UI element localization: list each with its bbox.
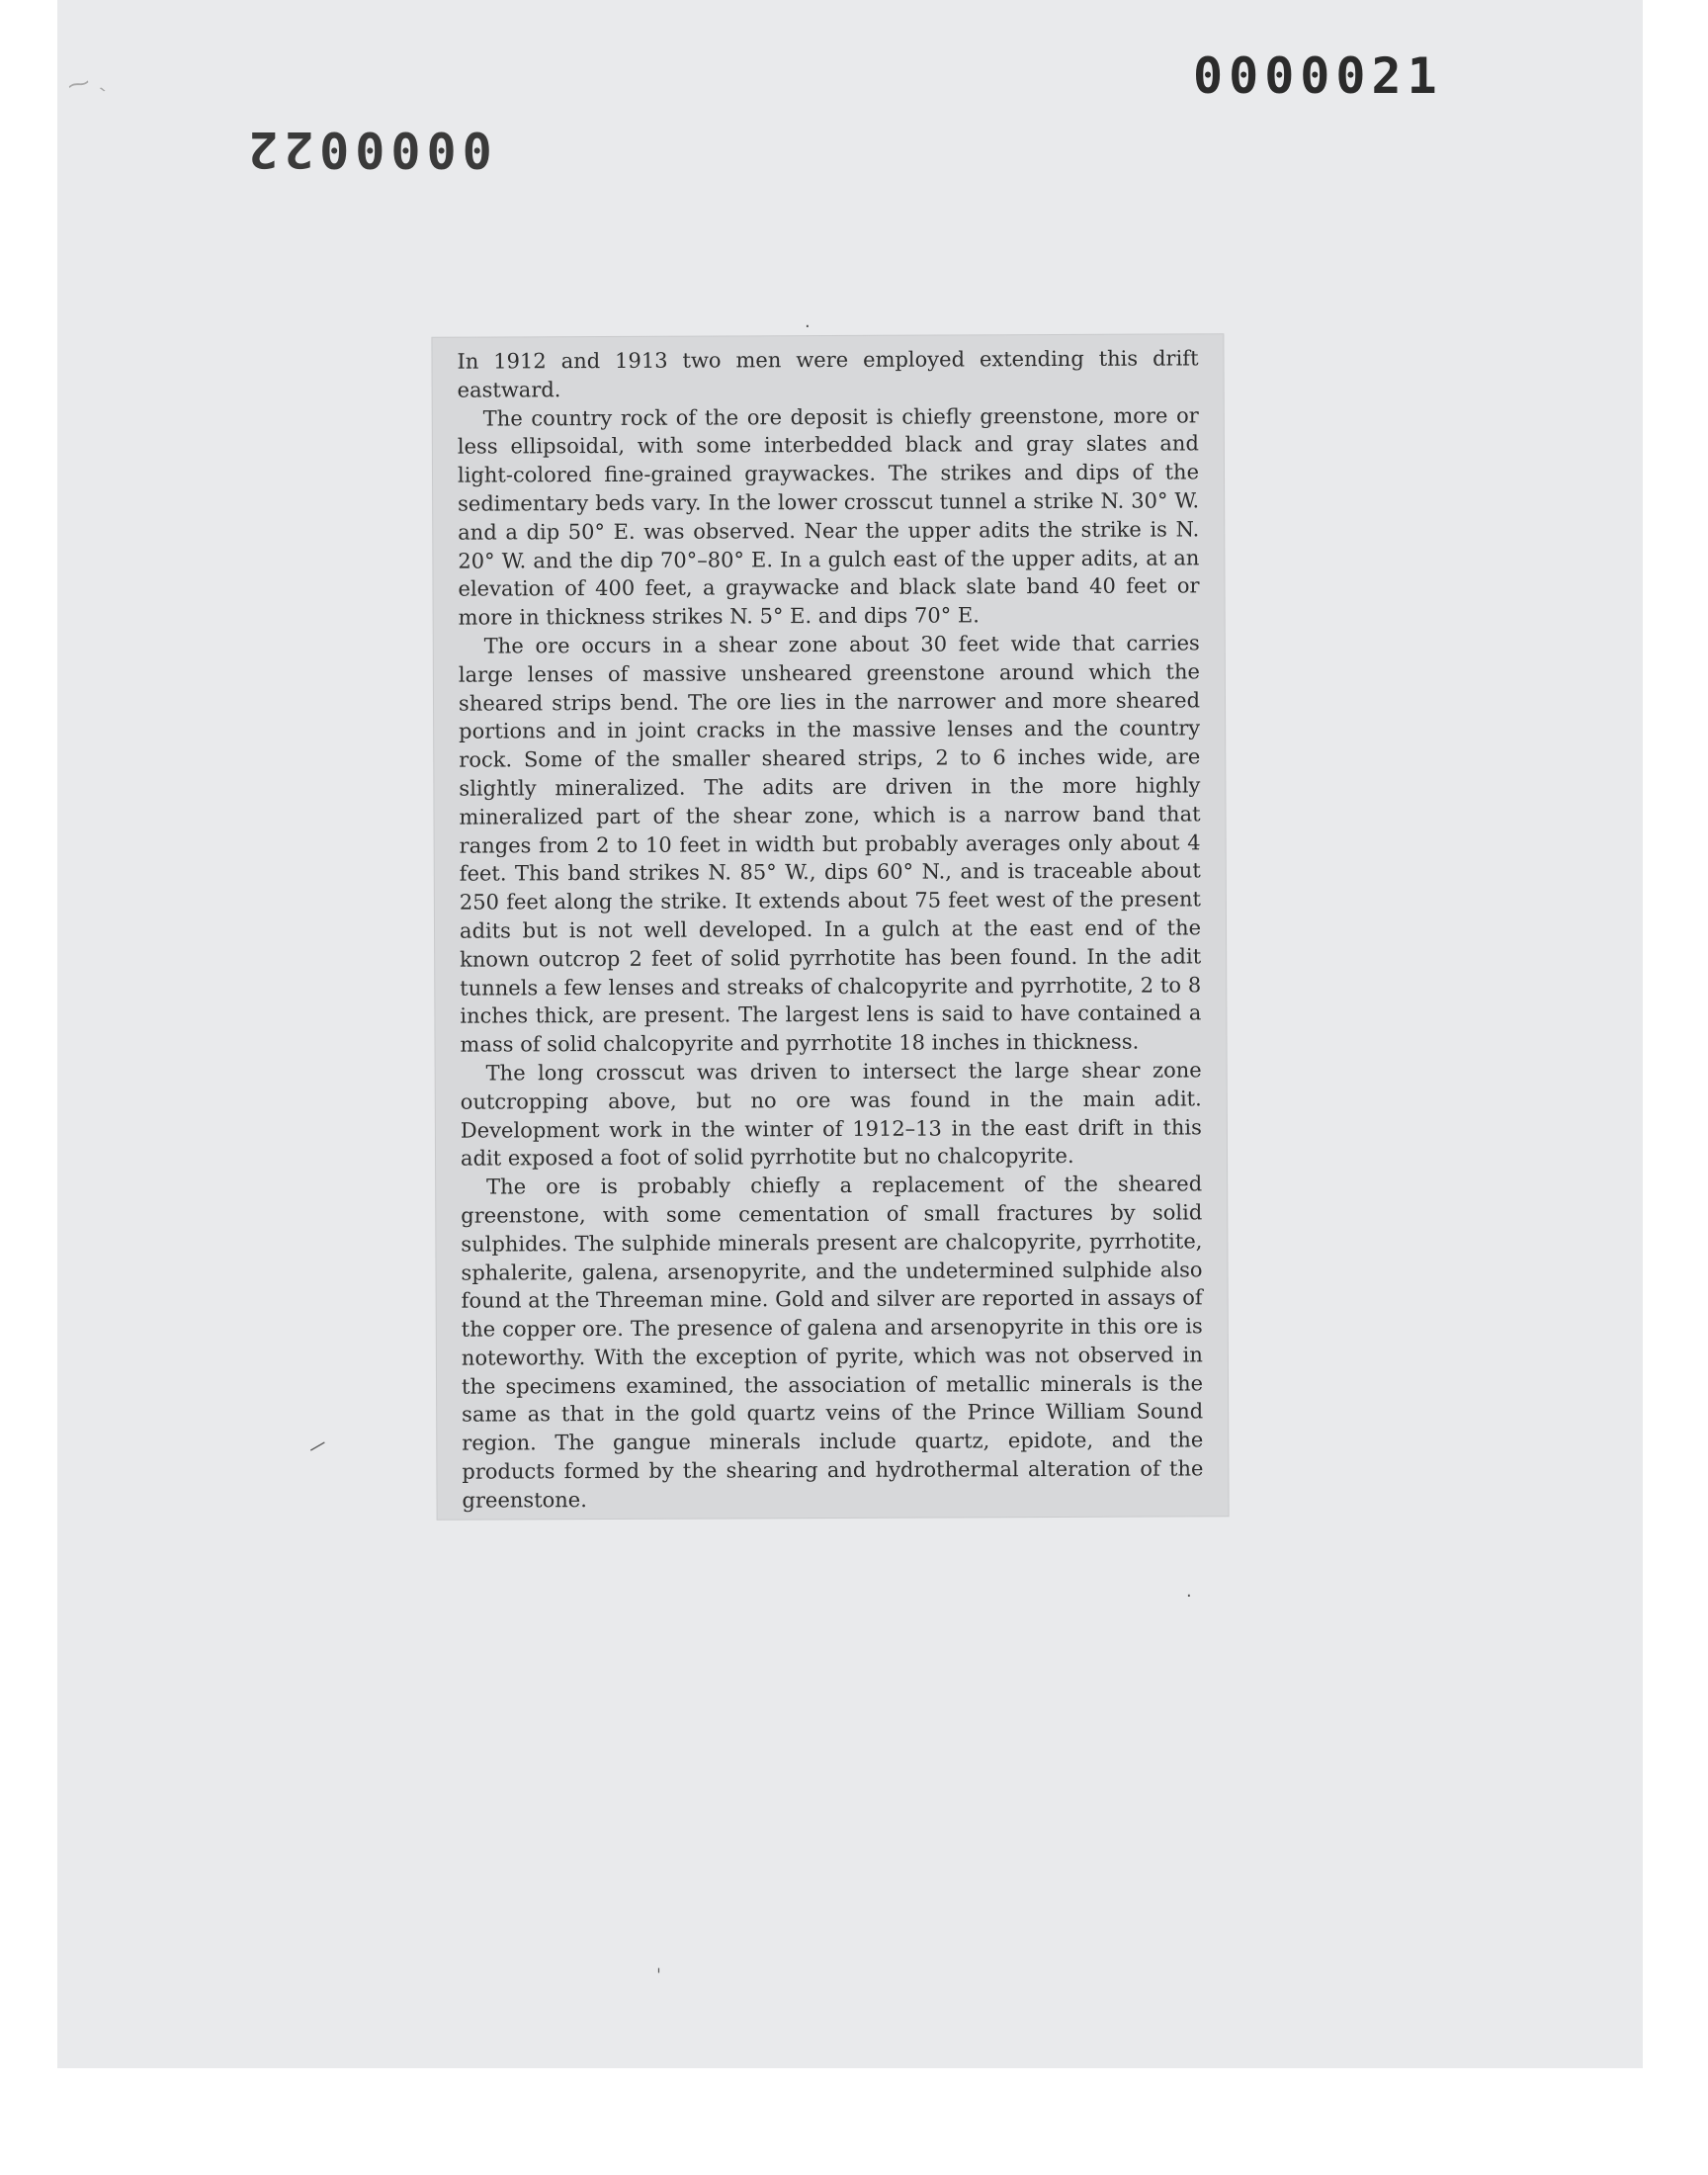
mirrored-page-stamp-number: 0000022 bbox=[242, 121, 492, 178]
article-body bbox=[457, 344, 1203, 1515]
speck-mark-icon: · bbox=[805, 316, 811, 337]
speck-mark-icon: ˈ bbox=[656, 1965, 661, 1986]
speck-mark-icon: · bbox=[1186, 1586, 1192, 1607]
article-clipping bbox=[432, 334, 1228, 1519]
paragraph-1: In 1912 and 1913 two men were employed extending this drift eastward. bbox=[457, 346, 1199, 402]
page-stamp-number: 0000021 bbox=[1193, 47, 1443, 105]
paragraph-2: The country rock of the ore deposit is chiefly greenstone, more or less ellipsoidal, with some interbedded black and gray slates and light-colored fine-grained graywackes. The strikes and dips of the sedimentary beds vary. In the lower crosscut tunnel a strike N. 30° W. and a dip 50° E. was observed. Near the upper adits the strike is N. 20° W. and the dip 70°–80° E. In a gulch east of the upper adits, at an elevation of 400 feet, a graywacke and black slate band 40 feet or more in thickness strikes N. 5° E. and dips 70° E. bbox=[457, 402, 1200, 630]
paragraph-3: The ore occurs in a shear zone about 30 feet wide that carries large lenses of massive unsheared greenstone around which the sheared strips bend. The ore lies in the narrower and more sheared portions and in joint cracks in the massive lenses and the country rock. Some of the smaller sheared strips, 2 to 6 inches wide, are slightly mineralized. The adits are driven in the more highly mineralized part of the shear zone, which is a narrow band that ranges from 2 to 10 feet in width but probably averages only about 4 feet. This band strikes N. 85° W., dips 60° N., and is traceable about 250 feet along the strike. It extends about 75 feet west of the present adits but is not well developed. In a gulch at the east end of the known outcrop 2 feet of solid pyrrhotite has been found. In the adit tunnels a few lenses and streaks of chalcopyrite and pyrrhotite, 2 to 8 inches thick, are present. The largest lens is said to have contained a mass of solid chalcopyrite and pyrrhotite 18 inches in thickness. bbox=[458, 631, 1202, 1057]
pencil-mark-icon: — bbox=[303, 1432, 331, 1460]
smudge-mark-icon: ⁓ ˎ bbox=[65, 66, 110, 100]
paragraph-5: The ore is probably chiefly a replacement of the sheared greenstone, with some cementation of small fractures by solid sulphides. The sulphide minerals present are chalcopyrite, pyrrhotite, sphalerite, galena, arsenopyrite, and the undetermined sulphide also found at the Threeman mine. Gold and silver are reported in assays of the copper ore. The presence of galena and arsenopyrite in this ore is noteworthy. With the exception of pyrite, which was not observed in the specimens examined, the association of metallic minerals is the same as that in the gold quartz veins of the Prince William Sound region. The gangue minerals include quartz, epidote, and the products formed by the shearing and hydrothermal alteration of the greenstone. bbox=[461, 1172, 1204, 1513]
paragraph-4: The long crosscut was driven to intersect the large shear zone outcropping above, but no ore was found in the main adit. Development work in the winter of 1912–13 in the east drift in this adit exposed a foot of solid pyrrhotite but no chalcopyrite. bbox=[460, 1058, 1202, 1171]
